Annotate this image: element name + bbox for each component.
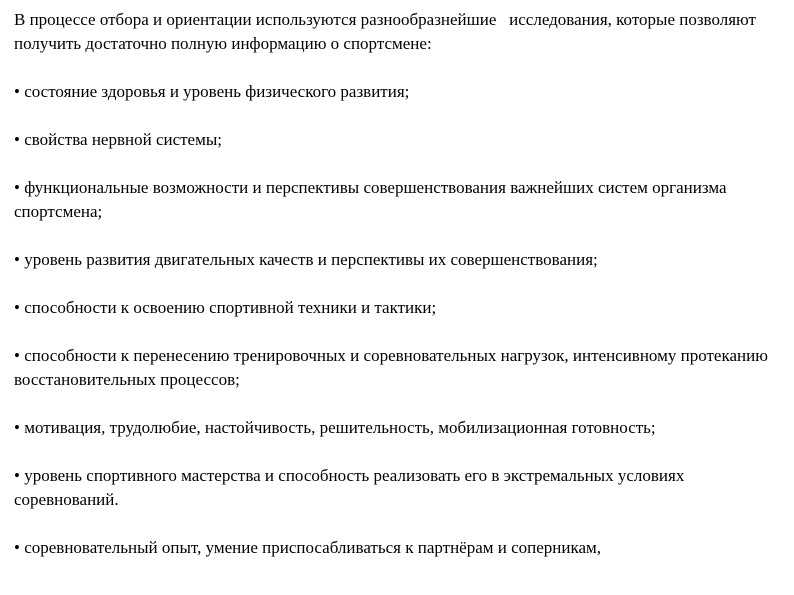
document-body — [14, 8, 784, 584]
list-item-motor-qualities: • уровень развития двигательных качеств и перспективы их совершенствования; — [14, 250, 598, 269]
intro-paragraph: В процессе отбора и ориентации используются разнообразнейшие исследования, которые позволяют получить достаточно полную информацию о спортсмене: — [14, 10, 761, 53]
list-item-nervous-system: • свойства нервной системы; — [14, 130, 223, 149]
list-item-competitive-experience: • соревновательный опыт, умение приспосабливаться к партнёрам и соперникам, — [14, 538, 602, 557]
list-item-technique-tactics: • способности к освоению спортивной техники и тактики; — [14, 298, 437, 317]
list-item-health: • состояние здоровья и уровень физического развития; — [14, 82, 410, 101]
list-item-motivation: • мотивация, трудолюбие, настойчивость, решительность, мобилизационная готовность; — [14, 418, 656, 437]
list-item-mastery-level: • уровень спортивного мастерства и способность реализовать его в экстремальных условиях соревнований. — [14, 466, 685, 509]
list-item-functional-capabilities: • функциональные возможности и перспективы совершенствования важнейших систем организма спортсмена; — [14, 178, 727, 221]
list-item-load-tolerance: • способности к перенесению тренировочных и соревновательных нагрузок, интенсивному протеканию восстановительных процессов; — [14, 346, 768, 389]
